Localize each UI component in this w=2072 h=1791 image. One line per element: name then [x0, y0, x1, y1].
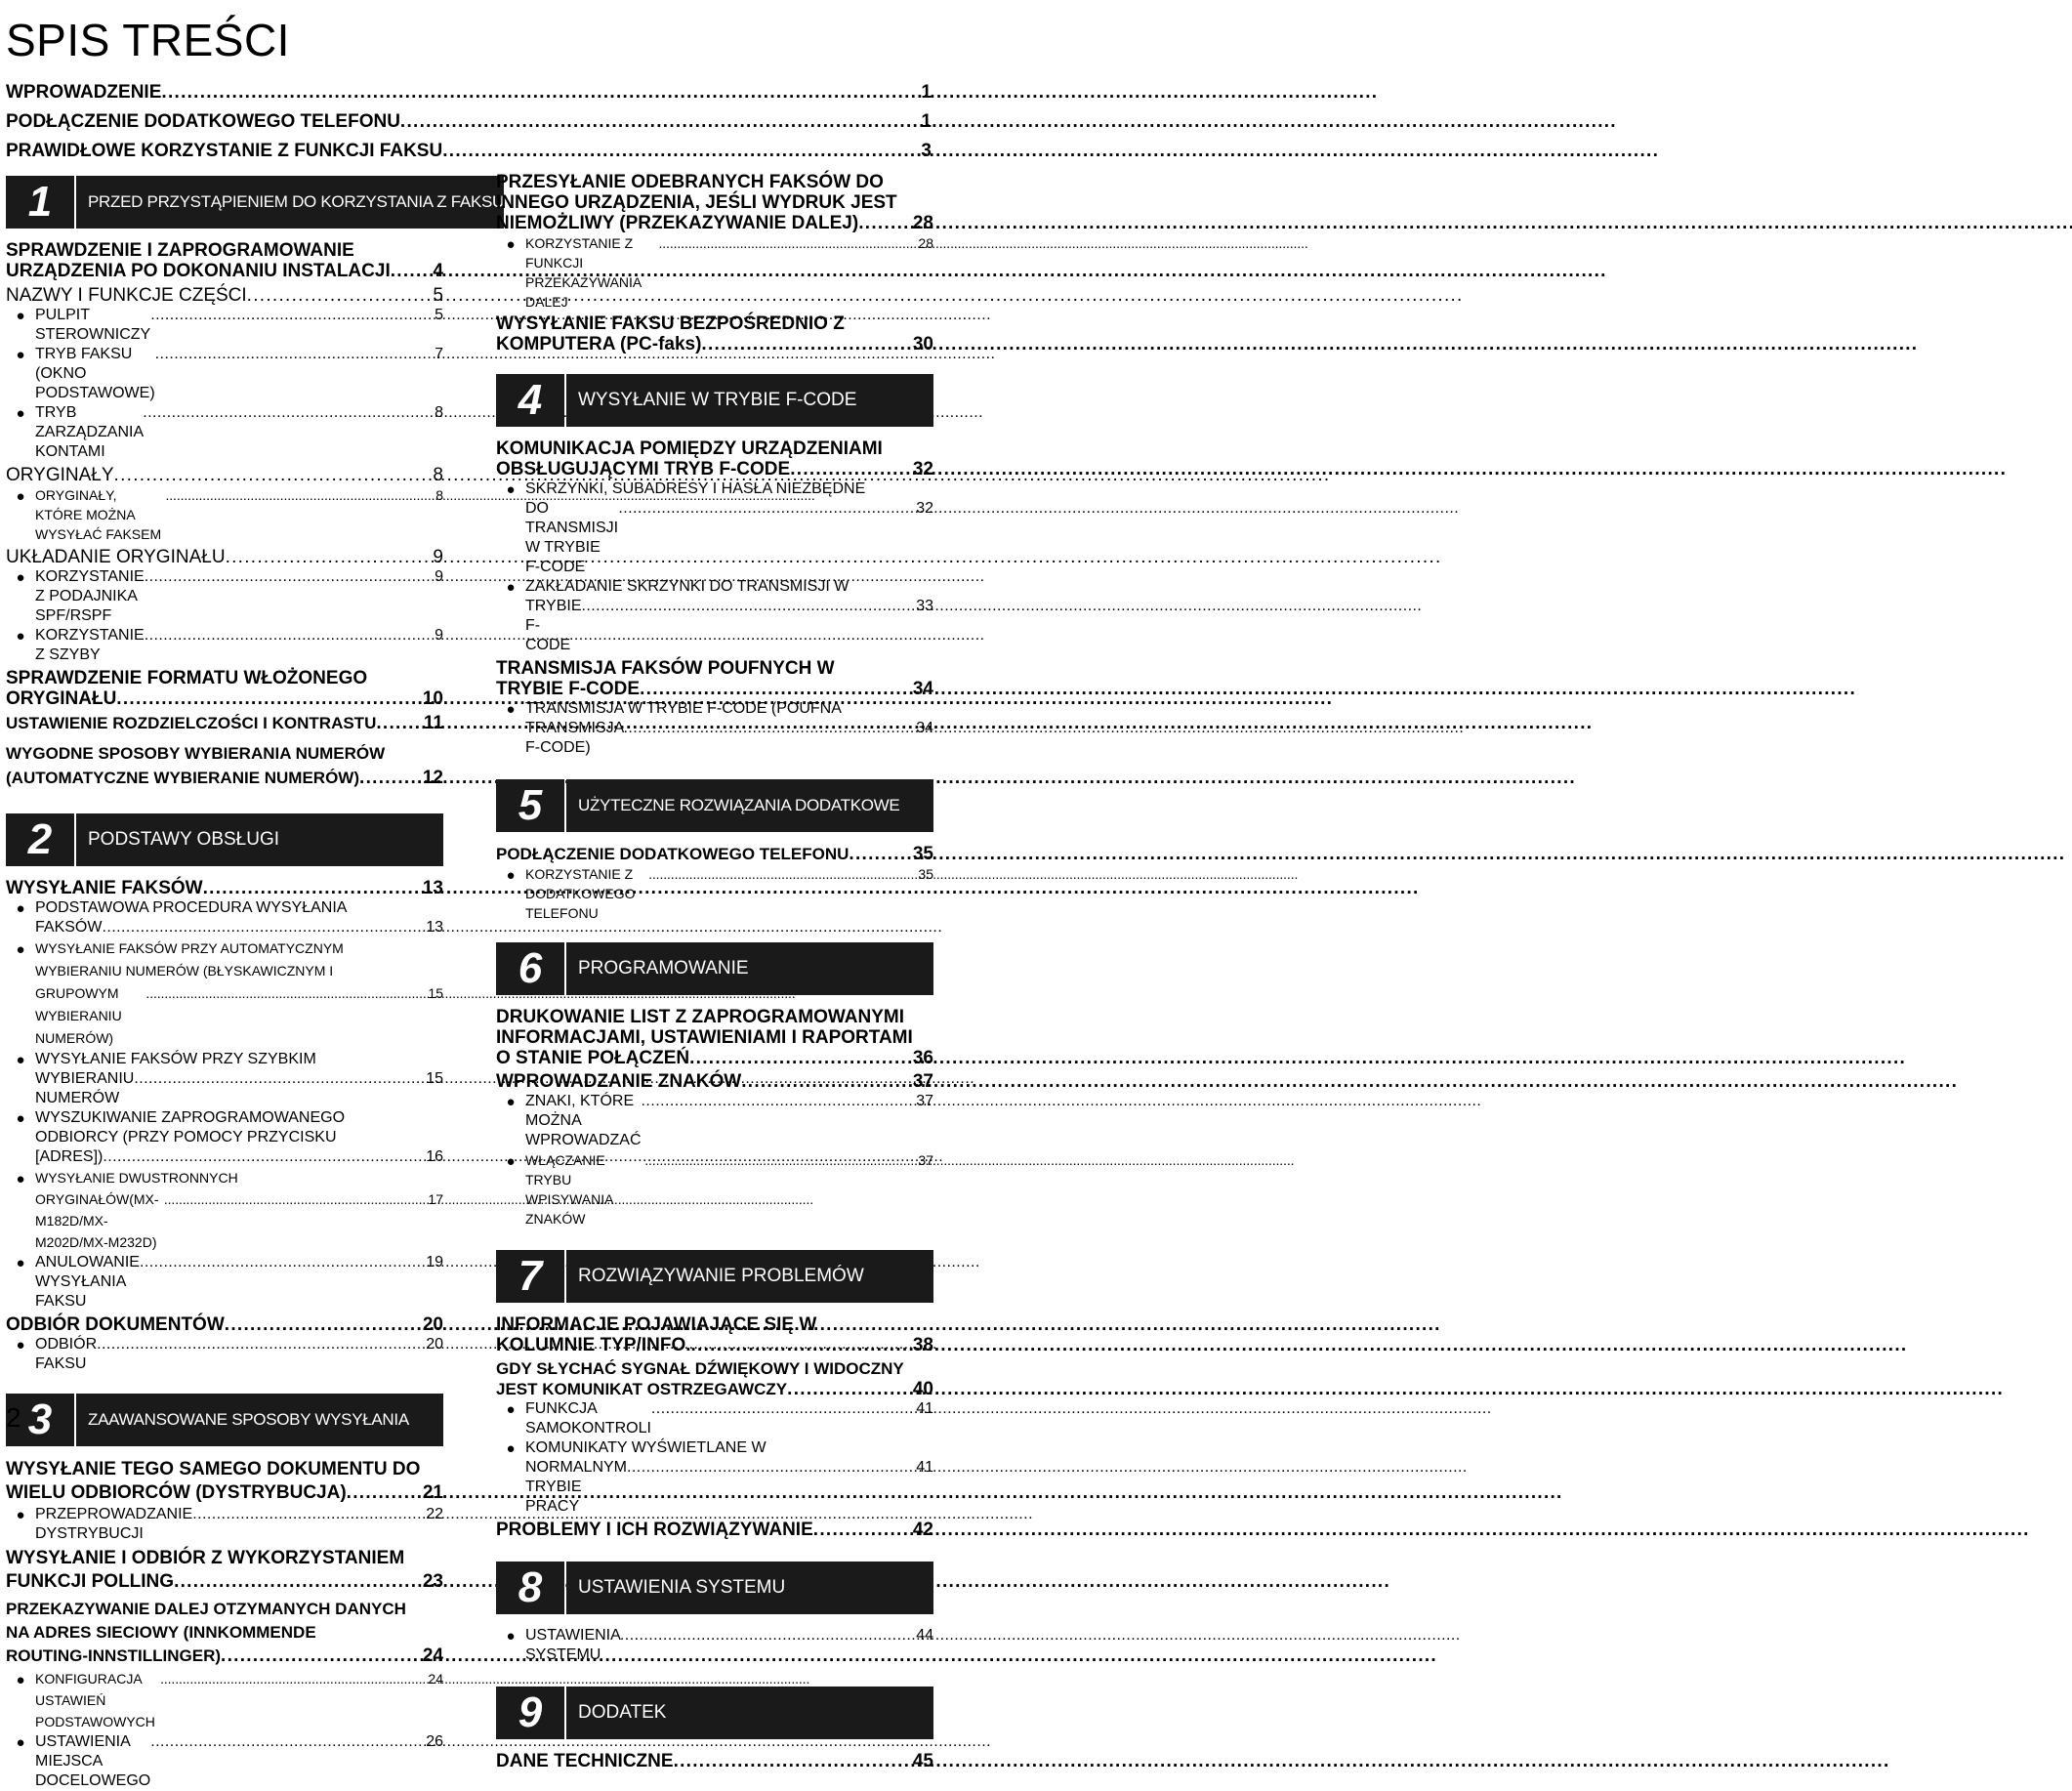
toc-entry[interactable]: SPRAWDZENIE I ZAPROGRAMOWANIE URZĄDZENIA PO DOKONANIU INSTALACJI . . . 4 [6, 240, 443, 281]
bullet-icon: ● [506, 1153, 516, 1170]
bullet-icon: ● [506, 236, 516, 253]
toc-subentry[interactable]: ● PULPIT STEROWNICZY . . . 5 [6, 306, 443, 345]
bullet-icon: ● [16, 1255, 25, 1271]
toc-entry[interactable] [6, 82, 932, 103]
toc-subentry[interactable]: ● KOMUNIKATY WYŚWIETLANE W NORMALNYM TRYBIE PRACY . . . 41 [496, 1438, 933, 1517]
chapter-header-2 [6, 813, 443, 866]
chapter-title: UŻYTECZNE ROZWIĄZANIA DODATKOWE [566, 779, 933, 832]
chapter-title: ZAAWANSOWANE SPOSOBY WYSYŁANIA [76, 1394, 443, 1446]
chapter-number: 2 [6, 813, 74, 866]
toc-subentry[interactable]: ● TRYB ZARZĄDZANIA KONTAMI . . . 8 [6, 403, 443, 462]
toc-subentry[interactable]: ● SKRZYNKI, SUBADRESY I HASŁA NIEZBĘDNE DO TRANSMISJI W TRYBIE F-CODE . . . 32 [496, 479, 933, 577]
bullet-icon: ● [16, 1507, 25, 1523]
bullet-icon: ● [16, 1734, 25, 1751]
bullet-icon: ● [506, 1094, 516, 1110]
toc-subentry[interactable]: ● WYSZUKIWANIE ZAPROGRAMOWANEGO ODBIORCY (PRZY POMOCY PRZYCISKU [ADRES]) . . . 16 [6, 1108, 443, 1167]
bullet-icon: ● [506, 1628, 516, 1645]
toc-entry[interactable]: NAZWY I FUNKCJE CZĘŚCI . . . 5 [6, 285, 443, 306]
toc-entry[interactable]: PROBLEMY I ICH ROZWIĄZYWANIE . . . 42 [496, 1520, 933, 1540]
chapter-header-8 [496, 1562, 933, 1614]
chapter-header-6 [496, 942, 933, 995]
toc-entry[interactable]: KOMUNIKACJA POMIĘDZY URZĄDZENIAMI OBSŁUGUJĄCYMI TRYB F-CODE . . . 32 [496, 438, 933, 479]
intro-section [6, 82, 932, 161]
chapter-number: 4 [496, 374, 564, 427]
toc-subentry[interactable]: ● PODSTAWOWA PROCEDURA WYSYŁANIA FAKSÓW . . . 13 [6, 898, 443, 937]
bullet-icon: ● [506, 579, 516, 596]
page-title: SPIS TREŚCI [6, 15, 290, 65]
chapter-number: 3 [6, 1394, 74, 1446]
toc-subentry[interactable]: ● USTAWIENIA MIEJSCA DOCELOWEGO . . . 26 [6, 1732, 443, 1791]
bullet-icon: ● [16, 488, 25, 505]
left-column [6, 172, 505, 1791]
chapter-title: PROGRAMOWANIE [566, 942, 933, 995]
bullet-icon: ● [506, 867, 516, 884]
entry-title: PRAWIDŁOWE KORZYSTANIE Z FUNKCJI FAKSU [6, 141, 443, 161]
toc-subentry[interactable]: ● PRZEPROWADZANIE DYSTRYBUCJI . . . 22 [6, 1505, 443, 1544]
page-number: 2 [6, 1402, 21, 1433]
toc-subentry[interactable]: ● WYSYŁANIE FAKSÓW PRZY AUTOMATYCZNYM WYBIERANIU NUMERÓW (BŁYSKAWICZNYM I GRUPOWYM WYBIERANIU NUMERÓW) . . . 15 [6, 937, 443, 1050]
toc-entry[interactable] [6, 111, 932, 132]
chapter-header-5 [496, 779, 933, 832]
chapter-header-9 [496, 1687, 933, 1739]
bullet-icon: ● [16, 1110, 25, 1127]
toc-subentry[interactable]: ● KORZYSTANIE Z FUNKCJI PRZEKAZYWANIA DALEJ . . . 28 [496, 233, 933, 312]
right-column [496, 172, 933, 1771]
toc-entry[interactable]: TRANSMISJA FAKSÓW POUFNYCH W TRYBIE F-CODE . . . 34 [496, 658, 933, 699]
toc-page [0, 0, 937, 1789]
toc-subentry[interactable]: ● ODBIÓR FAKSU . . . 20 [6, 1335, 443, 1374]
bullet-icon: ● [16, 308, 25, 324]
toc-subentry[interactable]: ● KORZYSTANIE Z DODATKOWEGO TELEFONU . . . 35 [496, 864, 933, 923]
chapter-title: PRZED PRZYSTĄPIENIEM DO KORZYSTANIA Z FAKSU [76, 176, 504, 229]
bullet-icon: ● [16, 1337, 25, 1354]
chapter-header-4 [496, 374, 933, 427]
toc-entry[interactable]: PRZEKAZYWANIE DALEJ OTZYMANYCH DANYCH NA ADRES SIECIOWY (INNKOMMENDE ROUTING-INNSTILLINGER) . . . 24 [6, 1598, 443, 1668]
chapter-title: WYSYŁANIE W TRYBIE F-CODE [566, 374, 933, 427]
toc-entry[interactable]: WYGODNE SPOSOBY WYBIERANIA NUMERÓW (AUTOMATYCZNE WYBIERANIE NUMERÓW) . . . 12 [6, 741, 443, 790]
entry-page: 3 [921, 141, 932, 161]
toc-subentry[interactable]: ● ORYGINAŁY, KTÓRE MOŻNA WYSYŁAĆ FAKSEM . . . 8 [6, 485, 443, 544]
entry-page: 1 [921, 82, 932, 103]
toc-subentry[interactable]: ● TRYB FAKSU (OKNO PODSTAWOWE) . . . 7 [6, 345, 443, 403]
toc-subentry[interactable]: ● KONFIGURACJA USTAWIEŃ PODSTAWOWYCH . . . 24 [6, 1668, 443, 1732]
bullet-icon: ● [506, 1401, 516, 1418]
chapter-number: 1 [6, 176, 74, 229]
toc-entry[interactable] [6, 141, 932, 161]
chapter-header-3 [6, 1394, 443, 1446]
toc-subentry[interactable]: ● KORZYSTANIE Z PODAJNIKA SPF/RSPF . . . 9 [6, 567, 443, 626]
bullet-icon: ● [16, 628, 25, 645]
chapter-number: 6 [496, 942, 564, 995]
toc-entry[interactable]: GDY SŁYCHAĆ SYGNAŁ DŹWIĘKOWY I WIDOCZNY JEST KOMUNIKAT OSTRZEGAWCZY . . . 40 [496, 1358, 933, 1399]
toc-entry[interactable]: WYSYŁANIE I ODBIÓR Z WYKORZYSTANIEM FUNKCJI POLLING . . . 23 [6, 1547, 443, 1594]
bullet-icon: ● [16, 405, 25, 422]
bullet-icon: ● [506, 1440, 516, 1457]
toc-subentry[interactable]: ● ZAKŁADANIE SKRZYNKI DO TRANSMISJI W TRYBIE F-CODE . . . 33 [496, 577, 933, 655]
chapter-title: DODATEK [566, 1687, 933, 1739]
entry-title: WPROWADZENIE [6, 82, 162, 103]
bullet-icon: ● [16, 569, 25, 586]
toc-subentry[interactable]: ● ZNAKI, KTÓRE MOŻNA WPROWADZAĆ . . . 37 [496, 1092, 933, 1150]
toc-entry[interactable]: USTAWIENIE ROZDZIELCZOŚCI I KONTRASTU . . . 11 [6, 713, 443, 733]
toc-subentry[interactable]: ● KORZYSTANIE Z SZYBY . . . 9 [6, 626, 443, 665]
toc-subentry[interactable]: ● ANULOWANIE WYSYŁANIA FAKSU . . . 19 [6, 1253, 443, 1312]
toc-entry[interactable]: ORYGINAŁY . . . 8 [6, 465, 443, 485]
bullet-icon: ● [16, 1672, 25, 1688]
chapter-number: 5 [496, 779, 564, 832]
chapter-header-1 [6, 176, 505, 229]
chapter-header-7 [496, 1250, 933, 1303]
toc-subentry[interactable]: ● WYSYŁANIE DWUSTRONNYCH ORYGINAŁÓW(MX-M182D/MX-M202D/MX-M232D) . . . 17 [6, 1167, 443, 1253]
chapter-title: USTAWIENIA SYSTEMU [566, 1562, 933, 1614]
toc-subentry[interactable]: ● WŁĄCZANIE TRYBU WPISYWANIA ZNAKÓW . . . 37 [496, 1150, 933, 1229]
toc-entry[interactable]: WPROWADZANIE ZNAKÓW . . . 37 [496, 1071, 933, 1092]
bullet-icon: ● [16, 900, 25, 917]
toc-entry[interactable]: DRUKOWANIE LIST Z ZAPROGRAMOWANYMI INFORMACJAMI, USTAWIENIAMI I RAPORTAMI O STANIE POŁĄCZEŃ . . . 36 [496, 1007, 933, 1068]
bullet-icon: ● [506, 481, 516, 498]
entry-title: PODŁĄCZENIE DODATKOWEGO TELEFONU [6, 111, 400, 132]
toc-entry[interactable]: ODBIÓR DOKUMENTÓW . . . 20 [6, 1314, 443, 1335]
bullet-icon: ● [16, 1171, 25, 1187]
toc-entry[interactable]: SPRAWDZENIE FORMATU WŁOŻONEGO ORYGINAŁU . . . 10 [6, 668, 443, 709]
chapter-number: 8 [496, 1562, 564, 1614]
toc-entry[interactable]: UKŁADANIE ORYGINAŁU . . . 9 [6, 547, 443, 567]
toc-entry[interactable]: INFORMACJE POJAWIAJĄCE SIĘ W KOLUMNIE TYP/INFO. . . . 38 [496, 1314, 933, 1355]
bullet-icon: ● [506, 701, 516, 718]
toc-subentry[interactable]: ● TRANSMISJA W TRYBIE F-CODE (POUFNA TRANSMISJA F-CODE) . . . 34 [496, 699, 933, 758]
toc-entry[interactable]: WYSYŁANIE FAKSÓW . . . 13 [6, 878, 443, 898]
entry-page: 1 [921, 111, 932, 132]
toc-subentry[interactable]: ● WYSYŁANIE FAKSÓW PRZY SZYBKIM WYBIERANIU NUMERÓW . . . 15 [6, 1050, 443, 1108]
chapter-number: 7 [496, 1250, 564, 1303]
toc-entry[interactable]: DANE TECHNICZNE . . . 45 [496, 1751, 933, 1771]
chapter-number: 9 [496, 1687, 564, 1739]
bullet-icon: ● [16, 347, 25, 363]
toc-entry[interactable]: WYSYŁANIE TEGO SAMEGO DOKUMENTU DO WIELU ODBIORCÓW (DYSTRYBUCJA) . . . 21 [6, 1458, 443, 1505]
bullet-icon: ● [16, 941, 25, 958]
toc-subentry[interactable]: ● FUNKCJA SAMOKONTROLI . . . 41 [496, 1399, 933, 1438]
toc-subentry[interactable]: ● USTAWIENIA SYSTEMU . . . 44 [496, 1626, 933, 1665]
chapter-title: PODSTAWY OBSŁUGI [76, 813, 443, 866]
toc-entry[interactable]: WYSYŁANIE FAKSU BEZPOŚREDNIO Z KOMPUTERA (PC-faks) . . . 30 [496, 313, 933, 354]
chapter-title: ROZWIĄZYWANIE PROBLEMÓW [566, 1250, 933, 1303]
toc-entry[interactable]: PODŁĄCZENIE DODATKOWEGO TELEFONU . . . 35 [496, 844, 933, 864]
bullet-icon: ● [16, 1052, 25, 1068]
toc-entry[interactable]: PRZESYŁANIE ODEBRANYCH FAKSÓW DO INNEGO URZĄDZENIA, JEŚLI WYDRUK JEST NIEMOŻLIWY (PRZEKAZYWANIE DALEJ) . . . 28 [496, 172, 933, 233]
